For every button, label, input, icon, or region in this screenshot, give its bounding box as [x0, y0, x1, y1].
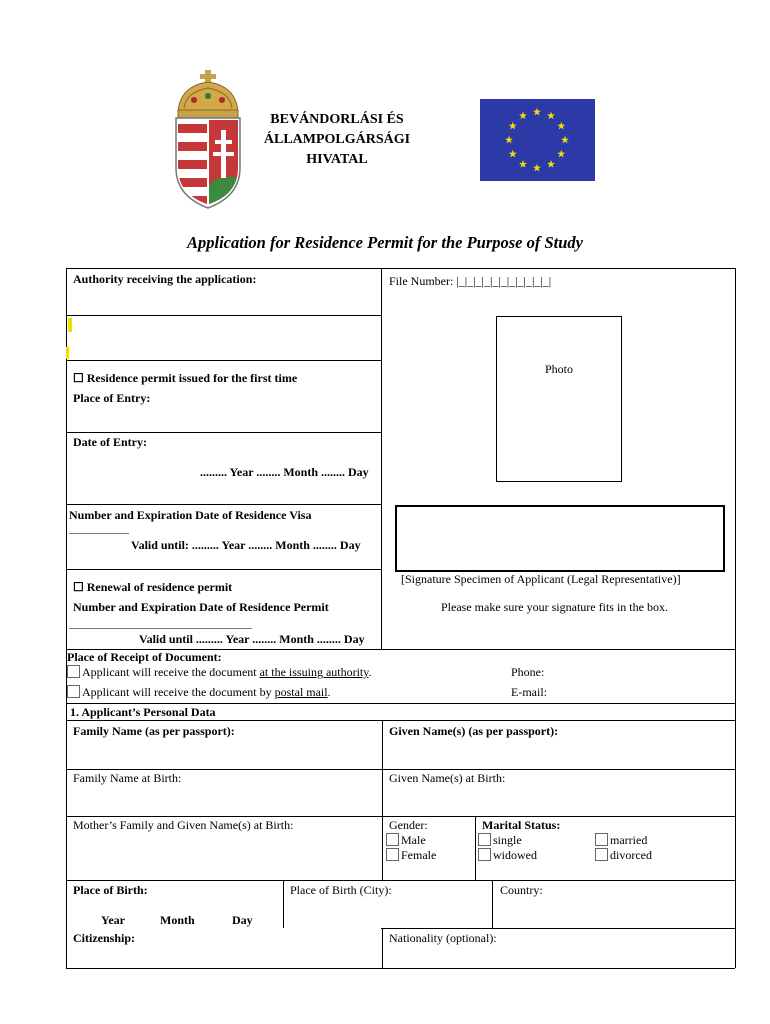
photo-box[interactable]	[496, 316, 622, 482]
visa-valid[interactable]	[131, 538, 361, 553]
receipt-heading: Place of Receipt of Document:	[67, 650, 222, 664]
phone-label: Phone:	[511, 665, 545, 679]
receipt-option2-prefix: Applicant will receive the document by	[82, 685, 275, 699]
marital-married-checkbox[interactable]	[595, 833, 608, 846]
first-time-checkbox[interactable]: ☐ Residence permit issued for the first time	[73, 371, 298, 385]
receipt-option2-link: postal mail	[274, 685, 328, 699]
marital-married-label: married	[610, 833, 648, 847]
permit-number-line[interactable]	[69, 628, 252, 629]
receipt-option2-suffix: .	[327, 685, 331, 699]
marital-divorced-label: divorced	[610, 848, 652, 862]
top-section-divider	[381, 268, 382, 649]
agency-name-line3: HIVATAL	[306, 152, 368, 167]
family-birth-label: Family Name at Birth:	[73, 771, 182, 785]
receipt-option1-suffix: .	[368, 665, 372, 679]
place-of-birth-city-label: Place of Birth (City):	[290, 883, 392, 897]
hungarian-coat-of-arms-logo	[170, 68, 246, 212]
file-number	[389, 274, 551, 289]
row-line	[66, 315, 381, 316]
mother-name-label: Mother’s Family and Given Name(s) at Birth:	[73, 818, 294, 832]
date-of-entry-fields[interactable]: ......... Year ........ Month ........ Day	[200, 465, 369, 479]
table-left-border	[66, 268, 67, 968]
date-of-entry-label: Date of Entry:	[73, 435, 147, 449]
marital-status-label: Marital Status:	[482, 818, 561, 832]
row-line	[66, 720, 735, 721]
photo-label: Photo	[544, 362, 573, 376]
visa-valid-label: Valid until:	[131, 538, 189, 552]
row-line	[66, 432, 381, 433]
marital-widowed-checkbox[interactable]	[478, 848, 491, 861]
table-bottom-border	[66, 968, 735, 969]
receipt-option1-link: at the issuing authority	[259, 665, 369, 679]
highlight-marker	[66, 347, 69, 359]
col-line	[283, 880, 284, 928]
gender-female-checkbox[interactable]	[386, 848, 399, 861]
family-name-label: Family Name (as per passport):	[73, 724, 235, 738]
permit-valid-fields[interactable]: ......... Year ........ Month ........ Day	[195, 632, 365, 646]
personal-section-heading: 1. Applicant’s Personal Data	[70, 705, 216, 719]
eu-flag-logo	[480, 99, 595, 181]
agency-name-line1: BEVÁNDORLÁSI ÉS	[270, 112, 404, 127]
marital-single-option[interactable]	[478, 833, 522, 848]
place-of-birth-label: Place of Birth:	[73, 883, 148, 897]
marital-widowed-label: widowed	[493, 848, 537, 862]
signature-note: Please make sure your signature fits in the box.	[441, 600, 668, 614]
row-line	[66, 769, 735, 770]
agency-name-line2: ÁLLAMPOLGÁRSÁGI	[263, 132, 411, 147]
nationality-label: Nationality (optional):	[389, 931, 497, 945]
agency-name	[262, 110, 412, 170]
permit-valid-label: Valid until	[139, 632, 193, 646]
marital-divorced-option[interactable]	[595, 848, 652, 863]
gender-male-label: Male	[401, 833, 426, 847]
given-birth-label: Given Name(s) at Birth:	[389, 771, 506, 785]
birth-year-label: Year	[101, 913, 125, 927]
permit-valid[interactable]	[139, 632, 365, 647]
visa-label: Number and Expiration Date of Residence Visa	[69, 508, 312, 522]
receipt-option1-prefix: Applicant will receive the document	[82, 665, 260, 679]
receipt-mail-checkbox[interactable]	[67, 685, 80, 698]
row-line	[66, 360, 381, 361]
place-of-entry-label: Place of Entry:	[73, 391, 151, 405]
permit-number-label: Number and Expiration Date of Residence Permit	[73, 600, 329, 614]
file-number-boxes[interactable]: |_|_|_|_|_|_|_|_|_|_|_|	[456, 274, 552, 288]
given-names-label: Given Name(s) (as per passport):	[389, 724, 559, 738]
renewal-checkbox[interactable]: ☐ Renewal of residence permit	[73, 580, 233, 594]
col-line	[492, 880, 493, 928]
row-line	[66, 703, 735, 704]
table-top-border	[66, 268, 735, 269]
email-label: E-mail:	[511, 685, 547, 699]
file-number-label: File Number:	[389, 274, 454, 288]
gender-label: Gender:	[389, 818, 428, 832]
visa-valid-fields[interactable]: ......... Year ........ Month ........ Day	[191, 538, 361, 552]
row-line	[381, 928, 735, 929]
visa-number-line[interactable]	[69, 533, 129, 534]
receipt-authority-checkbox[interactable]	[67, 665, 80, 678]
marital-divorced-checkbox[interactable]	[595, 848, 608, 861]
birth-day-label: Day	[232, 913, 253, 927]
signature-box[interactable]	[395, 505, 725, 572]
highlight-marker	[68, 318, 72, 332]
col-line	[382, 928, 383, 968]
form-title: Application for Residence Permit for the Purpose of Study	[187, 233, 583, 252]
gender-male-option[interactable]	[386, 833, 426, 848]
gender-female-label: Female	[401, 848, 437, 862]
table-right-border	[735, 268, 736, 968]
country-label: Country:	[500, 883, 543, 897]
citizenship-label: Citizenship:	[73, 931, 136, 945]
signature-caption: [Signature Specimen of Applicant (Legal Representative)]	[401, 572, 681, 586]
marital-married-option[interactable]	[595, 833, 647, 848]
birth-month-label: Month	[160, 913, 195, 927]
receipt-option-authority[interactable]	[67, 665, 371, 680]
receipt-option-mail[interactable]	[67, 685, 331, 700]
marital-single-label: single	[493, 833, 522, 847]
authority-label: Authority receiving the application:	[73, 272, 257, 286]
col-line	[475, 816, 476, 880]
row-line	[66, 880, 735, 881]
gender-female-option[interactable]	[386, 848, 436, 863]
col-line	[382, 720, 383, 880]
marital-single-checkbox[interactable]	[478, 833, 491, 846]
row-line	[66, 504, 381, 505]
gender-male-checkbox[interactable]	[386, 833, 399, 846]
row-line	[66, 569, 381, 570]
row-line	[66, 816, 735, 817]
marital-widowed-option[interactable]	[478, 848, 537, 863]
